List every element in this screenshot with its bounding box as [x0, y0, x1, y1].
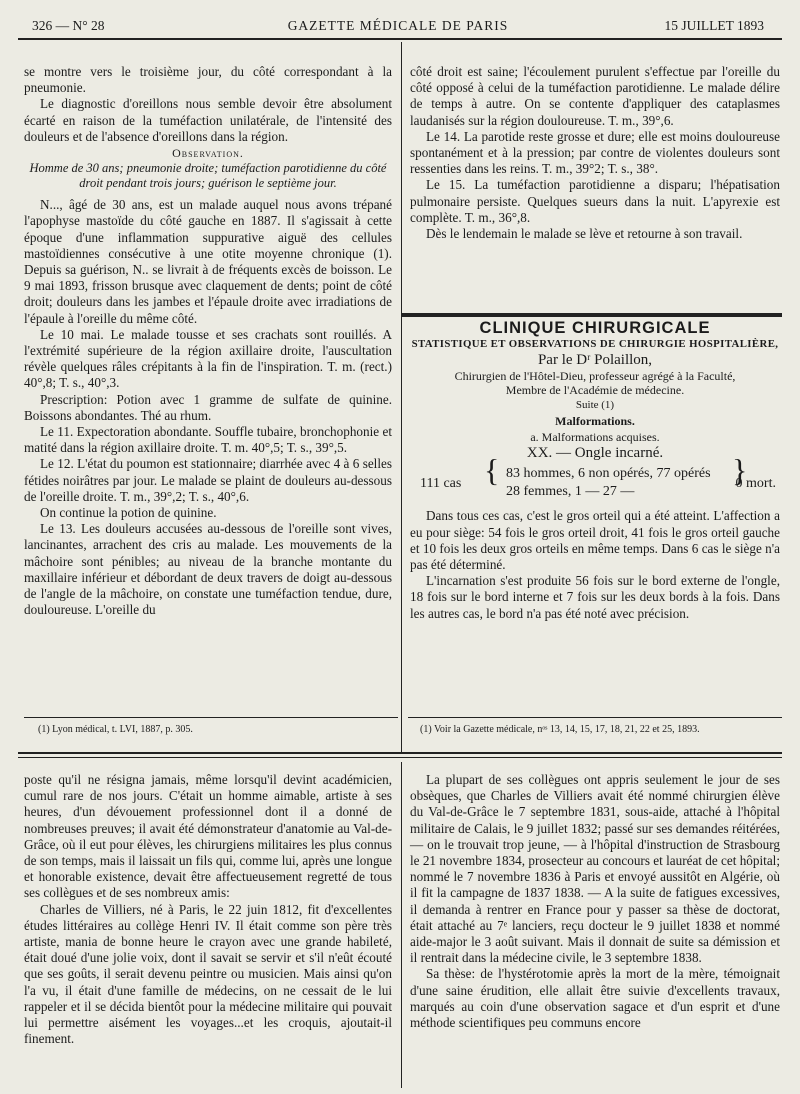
paragraph: Charles de Villiers, né à Paris, le 22 juin 1812, fit d'excellentes études littéraires au collège Henri IV. Il était comme son père très artiste, mania de bonne heure le crayon avec une grande habileté, était doué d'une jolie voix, dont il savait se servir et s'il n'eût écouté que ses goûts, il serait devenu peintre ou musicien. Mais ainsi qu'on l'a vu, il était d'une famille de médecins, on ne cessait de le lui rappeler et il se décida bientôt pour la médecine militaire qui pouvait lui permettre aisément les voyages...et les croquis, ajoutait-il finement.: [24, 901, 392, 1047]
page-header: [32, 18, 764, 38]
journal-title: GAZETTE MÉDICALE DE PARIS: [287, 18, 509, 33]
header-rule: [18, 38, 782, 40]
footnote-rule-left: [24, 717, 398, 718]
paragraph: N..., âgé de 30 ans, est un malade auquel nous avons trépané l'apophyse mastoïde du côté gauche en 1887. Il s'agissait à cette époque d'une inflammation suppurative aiguë des cellules mastoïdiennes consécutive à une otite moyenne chronique (1). Depuis sa guérison, N.. se livrait à de fréquents excès de boisson. Le 9 mai 1893, frisson brusque avec claquement de dents; point de côté droit; douleurs dans les jambes et l'épaule droite avec irradiations de l'épaule à l'oreille du même côté.: [24, 197, 392, 326]
paragraph: Le 12. L'état du poumon est stationnaire; diarrhée avec 4 à 6 selles fétides noirâtres par jour. Le malade se plaint de douleurs au-dessous de l'oreille droite. T. m., 39°,2; T. s., 40°,6.: [24, 456, 392, 504]
paragraph: On continue la potion de quinine.: [40, 505, 217, 521]
author: Par le Dʳ Polaillon,: [537, 352, 653, 369]
paragraph: Le 13. Les douleurs accusées au-dessous de l'oreille sont vives, lancinantes, arrachent des cris au malade. Les mouvements de la mâchoire sont pénibles; au niveau de la branche montante du maxillaire inférieur et débordant de deux travers de doigt au-dessous de l'angle de la mâchoire, on constate une tuméfaction tendue, dure, douloureuse. L'oreille du: [24, 521, 392, 618]
section-subtitle: STATISTIQUE ET OBSERVATIONS DE CHIRURGIE HOSPITALIÈRE,: [411, 338, 779, 351]
paragraph: Le 11. Expectoration abondante. Souffle tubaire, bronchophonie et matité dans la région axillaire droite. T. m. 40°,5; T. s., 39°,5.: [24, 424, 392, 456]
middle-rule: [18, 752, 782, 754]
left-brace: {: [484, 452, 500, 489]
paragraph: Le 14. La parotide reste grosse et dure; elle est moins douloureuse spontanément et à la pression; par contre de violentes douleurs sont ressenties dans les reins. T. m., 39°2; T. s., 38°.: [410, 128, 780, 177]
right-footnote: [420, 724, 780, 736]
footnote: (1) Voir la Gazette médicale, nᵒˢ 13, 14, 15, 17, 18, 21, 22 et 25, 1893.: [420, 724, 700, 735]
section-title: CLINIQUE CHIRURGICALE: [479, 319, 711, 337]
section-rule-thick: [402, 313, 782, 317]
subsection-subtitle: a. Malformations acquises.: [530, 430, 660, 445]
paragraph: se montre vers le troisième jour, du côté correspondant à la pneumonie.: [24, 64, 392, 96]
right-column-section: [410, 320, 780, 622]
right-column-top: [410, 64, 780, 242]
chapter-title: XX. — Ongle incarné.: [526, 445, 664, 462]
observation-title: Observation.: [172, 146, 244, 161]
paragraph: L'incarnation s'est produite 56 fois sur le bord externe de l'ongle, 18 fois sur le bord interne et 7 fois sur les deux bords à la fois. Dans les autres cas, le bord n'a pas été noté avec précision.: [410, 573, 780, 621]
page-number: 326 — N° 28: [32, 18, 105, 33]
issue-date: 15 JUILLET 1893: [664, 18, 764, 33]
bottom-right-column: [410, 772, 780, 1031]
stats-row-men: 83 hommes, 6 non opérés, 77 opérés: [506, 466, 711, 482]
stats-total: 111 cas: [420, 476, 462, 492]
right-brace: }: [732, 452, 748, 489]
paragraph: poste qu'il ne résigna jamais, même lorsqu'il devint académicien, cumul rare de nos jours. C'était un homme aimable, artiste à ses heures, d'un dévouement professionnel dont il a donné de nombreuses preuves; il avait été démonstrateur d'anatomie au Val-de-Grâce, où il eut pour élèves, les chirurgiens militaires les plus connus de son temps, mais il laissait un fils qui, comme lui, après une longue et honorable existence, devait être affectueusement regretté de tous ses collègues et de ses nombreux amis:: [24, 772, 392, 901]
stats-result: 0 mort.: [735, 476, 776, 492]
stats-row-women: 28 femmes, 1 — 27 —: [506, 484, 635, 500]
paragraph: côté droit est saine; l'écoulement purulent s'effectue par l'oreille du côté opposé à celui de la tuméfaction parotidienne. Le malade délire de temps à autre. On se contente d'appliquer des cataplasmes laudanisés sur la région douloureuse. T. m., 39°,6.: [410, 64, 780, 128]
paragraph: Dans tous ces cas, c'est le gros orteil qui a été atteint. L'affection a eu pour siège: 54 fois le gros orteil droit, 41 fois le gros orteil gauche et 10 fois les deux gros orteils en même temps. Dans 6 cas le siège n'a pas été déterminé.: [410, 508, 780, 573]
observation-summary: Homme de 30 ans; pneumonie droite; tuméfaction parotidienne du côté droit pendant trois jours; guérison le septième jour.: [29, 161, 387, 191]
author-affiliation: Membre de l'Académie de médecine.: [505, 382, 685, 397]
paragraph: La plupart de ses collègues ont appris seulement le jour de ses obsèques, que Charles de Villiers avait été nommé chirurgien élève du Val-de-Grâce le 7 septembre 1831, sous-aide, attaché à l'hôpital militaire de Calais, le 9 juillet 1832; passé sur ses demandes réitérées, — on le trouvait trop jeune, — à l'hôpital d'instruction de Strasbourg le 21 novembre 1834, prosecteur au concours et lauréat de cet hôpital; nommé le 7 novembre 1836 à Paris et envoyé aussitôt en Algérie, où il fit la campagne de 1837 1838. — A la suite de fatigues excessives, il demanda à rentrer en France pour y passer sa thèse de doctorat, était attaché au 7ᵉ lanciers, reçu docteur le 9 juillet 1838 et nommé aide-major le 3 août suivant. Mais il donnait de suite sa démission et il rentrait dans la médecine civile, le 3 septembre 1838.: [410, 772, 780, 966]
author-affiliation: Chirurgien de l'Hôtel-Dieu, professeur agrégé à la Faculté,: [454, 368, 736, 383]
footnote: (1) Lyon médical, t. LVI, 1887, p. 305.: [38, 724, 193, 735]
column-rule-bottom: [401, 762, 402, 1088]
middle-rule-2: [18, 757, 782, 758]
subsection-title: Malformations.: [555, 413, 635, 428]
left-column: [24, 64, 392, 619]
paragraph: Le 15. La tuméfaction parotidienne a disparu; l'hépatisation pulmonaire persiste. Quelques sueurs dans la nuit. L'apyrexie est complète. T. m., 36°,8.: [410, 177, 780, 225]
paragraph: Dès le lendemain le malade se lève et retourne à son travail.: [426, 226, 743, 242]
paragraph: Sa thèse: de l'hystérotomie après la mort de la mère, témoignait d'une saine érudition, elle allait être suivie d'excellents travaux, marqués au coin d'une observation sagace et d'un esprit et d'une méthode scientifiques peu communs encore: [410, 966, 780, 1031]
column-rule-top: [401, 42, 402, 752]
suite-label: Suite (1): [575, 398, 615, 411]
paragraph: Prescription: Potion avec 1 gramme de sulfate de quinine. Boissons abondantes. Thé au rhum.: [24, 391, 392, 423]
bottom-left-column: [24, 772, 392, 1047]
paragraph: Le diagnostic d'oreillons nous semble devoir être absolument écarté en raison de la tuméfaction unilatérale, de l'intensité des douleurs et de l'absence d'oreillons dans la région.: [24, 96, 392, 144]
paragraph: Le 10 mai. Le malade tousse et ses crachats sont rouillés. A l'extrémité supérieure de la région axillaire droite, l'auscultation révèle quelques râles crépitants à la fin de l'inspiration. T. m. (rect.) 40°,8; T. s., 40°,3.: [24, 326, 392, 391]
left-footnote: [38, 724, 394, 736]
footnote-rule-right: [408, 717, 782, 718]
